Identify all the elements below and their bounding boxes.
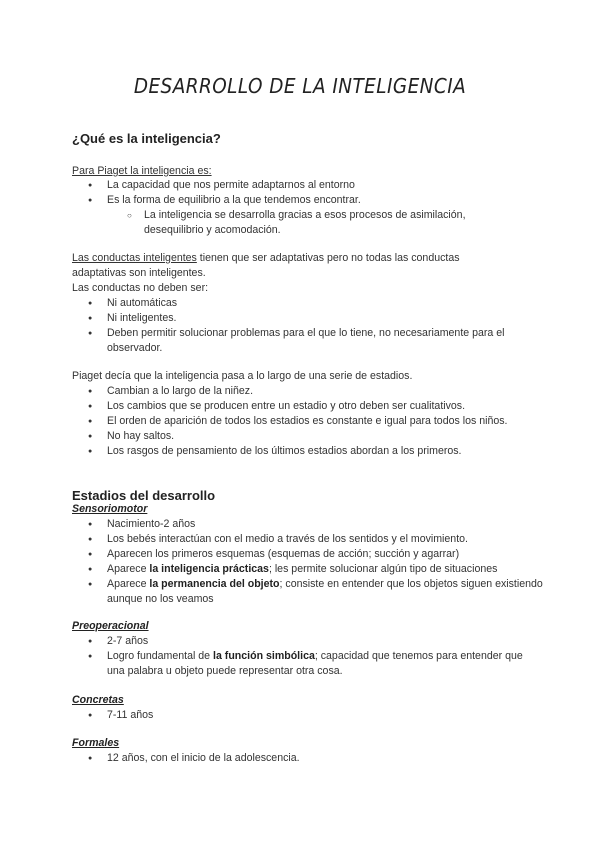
list-item: ○ La inteligencia se desarrolla gracias a esos procesos de asimilación, desequilibrio y acomodación.	[127, 208, 487, 238]
formales-list	[88, 751, 548, 766]
list-item: ● Aparecen los primeros esquemas (esquemas de acción; succión y agarrar)	[88, 547, 548, 562]
preoperacional-list	[88, 634, 538, 679]
list-item: ● Aparece la permanencia del objeto; consiste en entender que los objetos siguen existiendo aunque no los veamos	[88, 577, 548, 607]
list-item: ● Aparece la inteligencia prácticas; les permite solucionar algún tipo de situaciones	[88, 562, 548, 577]
conductas-list	[88, 296, 548, 356]
section-heading-estadios: Estadios del desarrollo	[72, 488, 216, 503]
conductas-term: Las conductas inteligentes	[72, 252, 197, 264]
list-item: ● 7-11 años	[88, 708, 548, 723]
document-title: DESARROLLO DE LA INTELIGENCIA	[133, 74, 467, 98]
list-item: ● Ni automáticas	[88, 296, 548, 311]
sub-list	[127, 208, 487, 238]
list-item: ● El orden de aparición de todos los estadios es constante e igual para todos los niños.	[88, 414, 528, 429]
list-item: ● Ni inteligentes.	[88, 311, 548, 326]
list-item: ● Cambian a lo largo de la niñez.	[88, 384, 528, 399]
list-item: ● Los bebés interactúan con el medio a través de los sentidos y el movimiento.	[88, 532, 548, 547]
list-item: ● No hay saltos.	[88, 429, 528, 444]
list-item: ● La capacidad que nos permite adaptarnos al entorno	[88, 178, 548, 193]
estadios-characteristics-list	[88, 384, 528, 459]
list-item: ● Logro fundamental de la función simbólica; capacidad que tenemos para entender que una palabra u objeto puede representar otra cosa.	[88, 649, 538, 679]
list-item: ● 12 años, con el inicio de la adolescencia.	[88, 751, 548, 766]
list-item: ● Nacimiento-2 años	[88, 517, 548, 532]
definition-list	[88, 178, 548, 208]
stage-label-concretas: Concretas	[72, 694, 124, 706]
conductas-paragraph: Las conductas inteligentes tienen que ser adaptativas pero no todas las conductas adaptativas son inteligentes.	[72, 252, 460, 279]
stage-label-sensoriomotor: Sensoriomotor	[72, 503, 148, 515]
stage-label-preoperacional: Preoperacional	[72, 620, 149, 632]
list-item: ● Los cambios que se producen entre un estadio y otro deben ser cualitativos.	[88, 399, 528, 414]
list-item: ● Los rasgos de pensamiento de los últimos estadios abordan a los primeros.	[88, 444, 528, 459]
sensoriomotor-list	[88, 517, 548, 607]
conductas-no-deben: Las conductas no deben ser:	[72, 282, 209, 294]
piaget-intro: Para Piaget la inteligencia es:	[72, 165, 212, 177]
section-heading-que-es: ¿Qué es la inteligencia?	[72, 131, 221, 146]
stage-label-formales: Formales	[72, 737, 120, 749]
piaget-estadios-intro: Piaget decía que la inteligencia pasa a lo largo de una serie de estadios.	[72, 370, 413, 382]
list-item: ● Deben permitir solucionar problemas para el que lo tiene, no necesariamente para el observador.	[88, 326, 548, 356]
concretas-list	[88, 708, 548, 723]
list-item: ● Es la forma de equilibrio a la que tendemos encontrar.	[88, 193, 548, 208]
list-item: ● 2-7 años	[88, 634, 538, 649]
